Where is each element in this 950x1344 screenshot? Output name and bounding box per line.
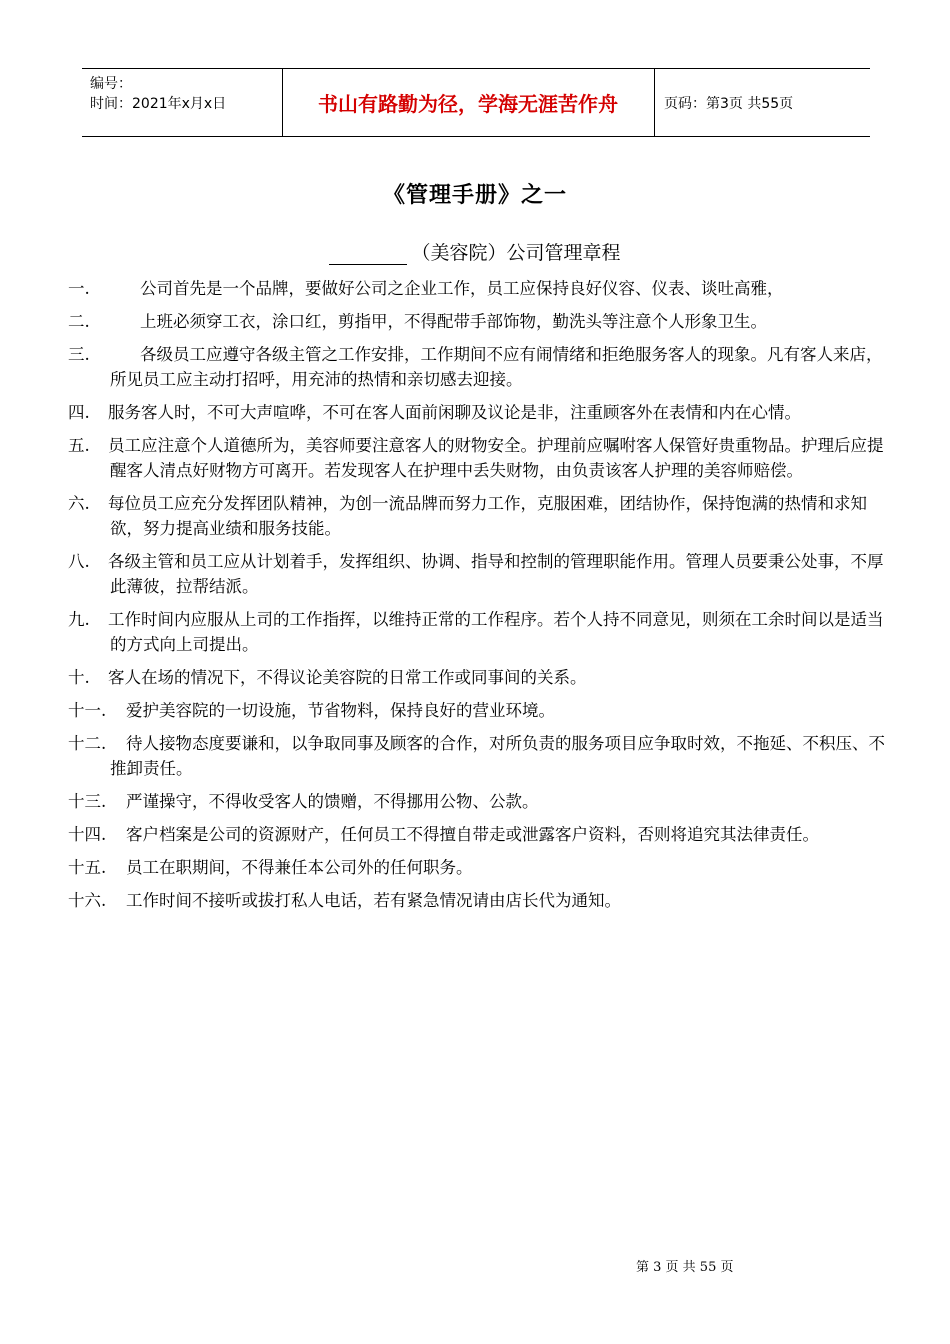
date-label: 时间：2021年x月x日 [90, 96, 227, 112]
rule-item [68, 491, 886, 541]
rule-text: 公司首先是一个品牌，要做好公司之企业工作，员工应保持良好仪容、仪表、谈吐高雅， [140, 279, 784, 298]
rule-text: 客户档案是公司的资源财产，任何员工不得擅自带走或泄露客户资料，否则将追究其法律责任。 [126, 825, 819, 844]
rule-number: 一. [68, 279, 90, 298]
rule-item [68, 698, 886, 723]
rule-item [68, 276, 886, 301]
rule-item [68, 607, 886, 657]
rule-item [68, 342, 886, 392]
rule-item [68, 731, 886, 781]
rule-number: 十四. [68, 825, 107, 844]
rule-item [68, 822, 886, 847]
serial-label: 编号： [90, 76, 132, 92]
rule-number: 十五. [68, 858, 107, 877]
rule-number: 十. [68, 668, 90, 687]
rule-text: 服务客人时，不可大声喧哗，不可在客人面前闲聊及议论是非，注重顾客外在表情和内在心情。 [108, 403, 801, 422]
page-footer: 第 3 页 共 55 页 [636, 1260, 734, 1275]
rule-text: 上班必须穿工衣，涂口红，剪指甲，不得配带手部饰物，勤洗头等注意个人形象卫生。 [140, 312, 767, 331]
rule-number: 十一. [68, 701, 107, 720]
rule-item [68, 549, 886, 599]
rule-text: 工作时间不接听或拔打私人电话，若有紧急情况请由店长代为通知。 [126, 891, 621, 910]
rules-list [68, 276, 886, 921]
rule-item [68, 400, 886, 425]
rule-item [68, 789, 886, 814]
header-motto: 书山有路勤为径，学海无涯苦作舟 [282, 69, 655, 136]
page-info-text: 页码：第3页 共55页 [664, 95, 794, 112]
rule-number: 五. [68, 436, 90, 455]
rule-number: 十二. [68, 734, 107, 753]
rule-item [68, 888, 886, 913]
rule-text: 员工在职期间，不得兼任本公司外的任何职务。 [126, 858, 473, 877]
rule-item [68, 433, 886, 483]
rule-number: 九. [68, 610, 90, 629]
rule-text: 每位员工应充分发挥团队精神，为创一流品牌而努力工作，克服困难，团结协作，保持饱满的热情和求知欲，努力提高业绩和服务技能。 [108, 494, 867, 538]
header-meta [82, 69, 283, 136]
rule-text: 客人在场的情况下，不得议论美容院的日常工作或同事间的关系。 [108, 668, 587, 687]
blank-line [329, 244, 407, 265]
rule-item [68, 855, 886, 880]
document-title: 《管理手册》之一 [382, 182, 567, 208]
rule-item [68, 309, 886, 334]
rule-text: 员工应注意个人道德所为，美容师要注意客人的财物安全。护理前应嘱咐客人保管好贵重物品。护理后应提醒客人清点好财物方可离开。若发现客人在护理中丢失财物，由负责该客人护理的美容师赔偿。 [108, 436, 884, 480]
rule-item [68, 665, 886, 690]
rule-number: 三. [68, 345, 90, 364]
rule-number: 八. [68, 552, 90, 571]
rule-text: 各级主管和员工应从计划着手，发挥组织、协调、指导和控制的管理职能作用。管理人员要秉公处事，不厚此薄彼，拉帮结派。 [108, 552, 884, 596]
rule-text: 各级员工应遵守各级主管之工作安排，工作期间不应有闹情绪和拒绝服务客人的现象。凡有客人来店，所见员工应主动打招呼，用充沛的热情和亲切感去迎接。 [110, 345, 883, 389]
rule-text: 爱护美容院的一切设施，节省物料，保持良好的营业环境。 [126, 701, 555, 720]
rule-number: 十六. [68, 891, 107, 910]
rule-text: 待人接物态度要谦和，以争取同事及顾客的合作，对所负责的服务项目应争取时效，不拖延、不积压、不推卸责任。 [110, 734, 885, 778]
rule-number: 二. [68, 312, 90, 331]
document-subtitle [0, 238, 950, 265]
subtitle-text: （美容院）公司管理章程 [411, 242, 621, 264]
rule-number: 四. [68, 403, 90, 422]
header-page-info [654, 69, 870, 136]
rule-text: 严谨操守，不得收受客人的馈赠，不得挪用公物、公款。 [126, 792, 539, 811]
rule-text: 工作时间内应服从上司的工作指挥，以维持正常的工作程序。若个人持不同意见，则须在工余时间以是适当的方式向上司提出。 [108, 610, 884, 654]
rule-number: 十三. [68, 792, 107, 811]
document-header [82, 68, 870, 137]
rule-number: 六. [68, 494, 90, 513]
